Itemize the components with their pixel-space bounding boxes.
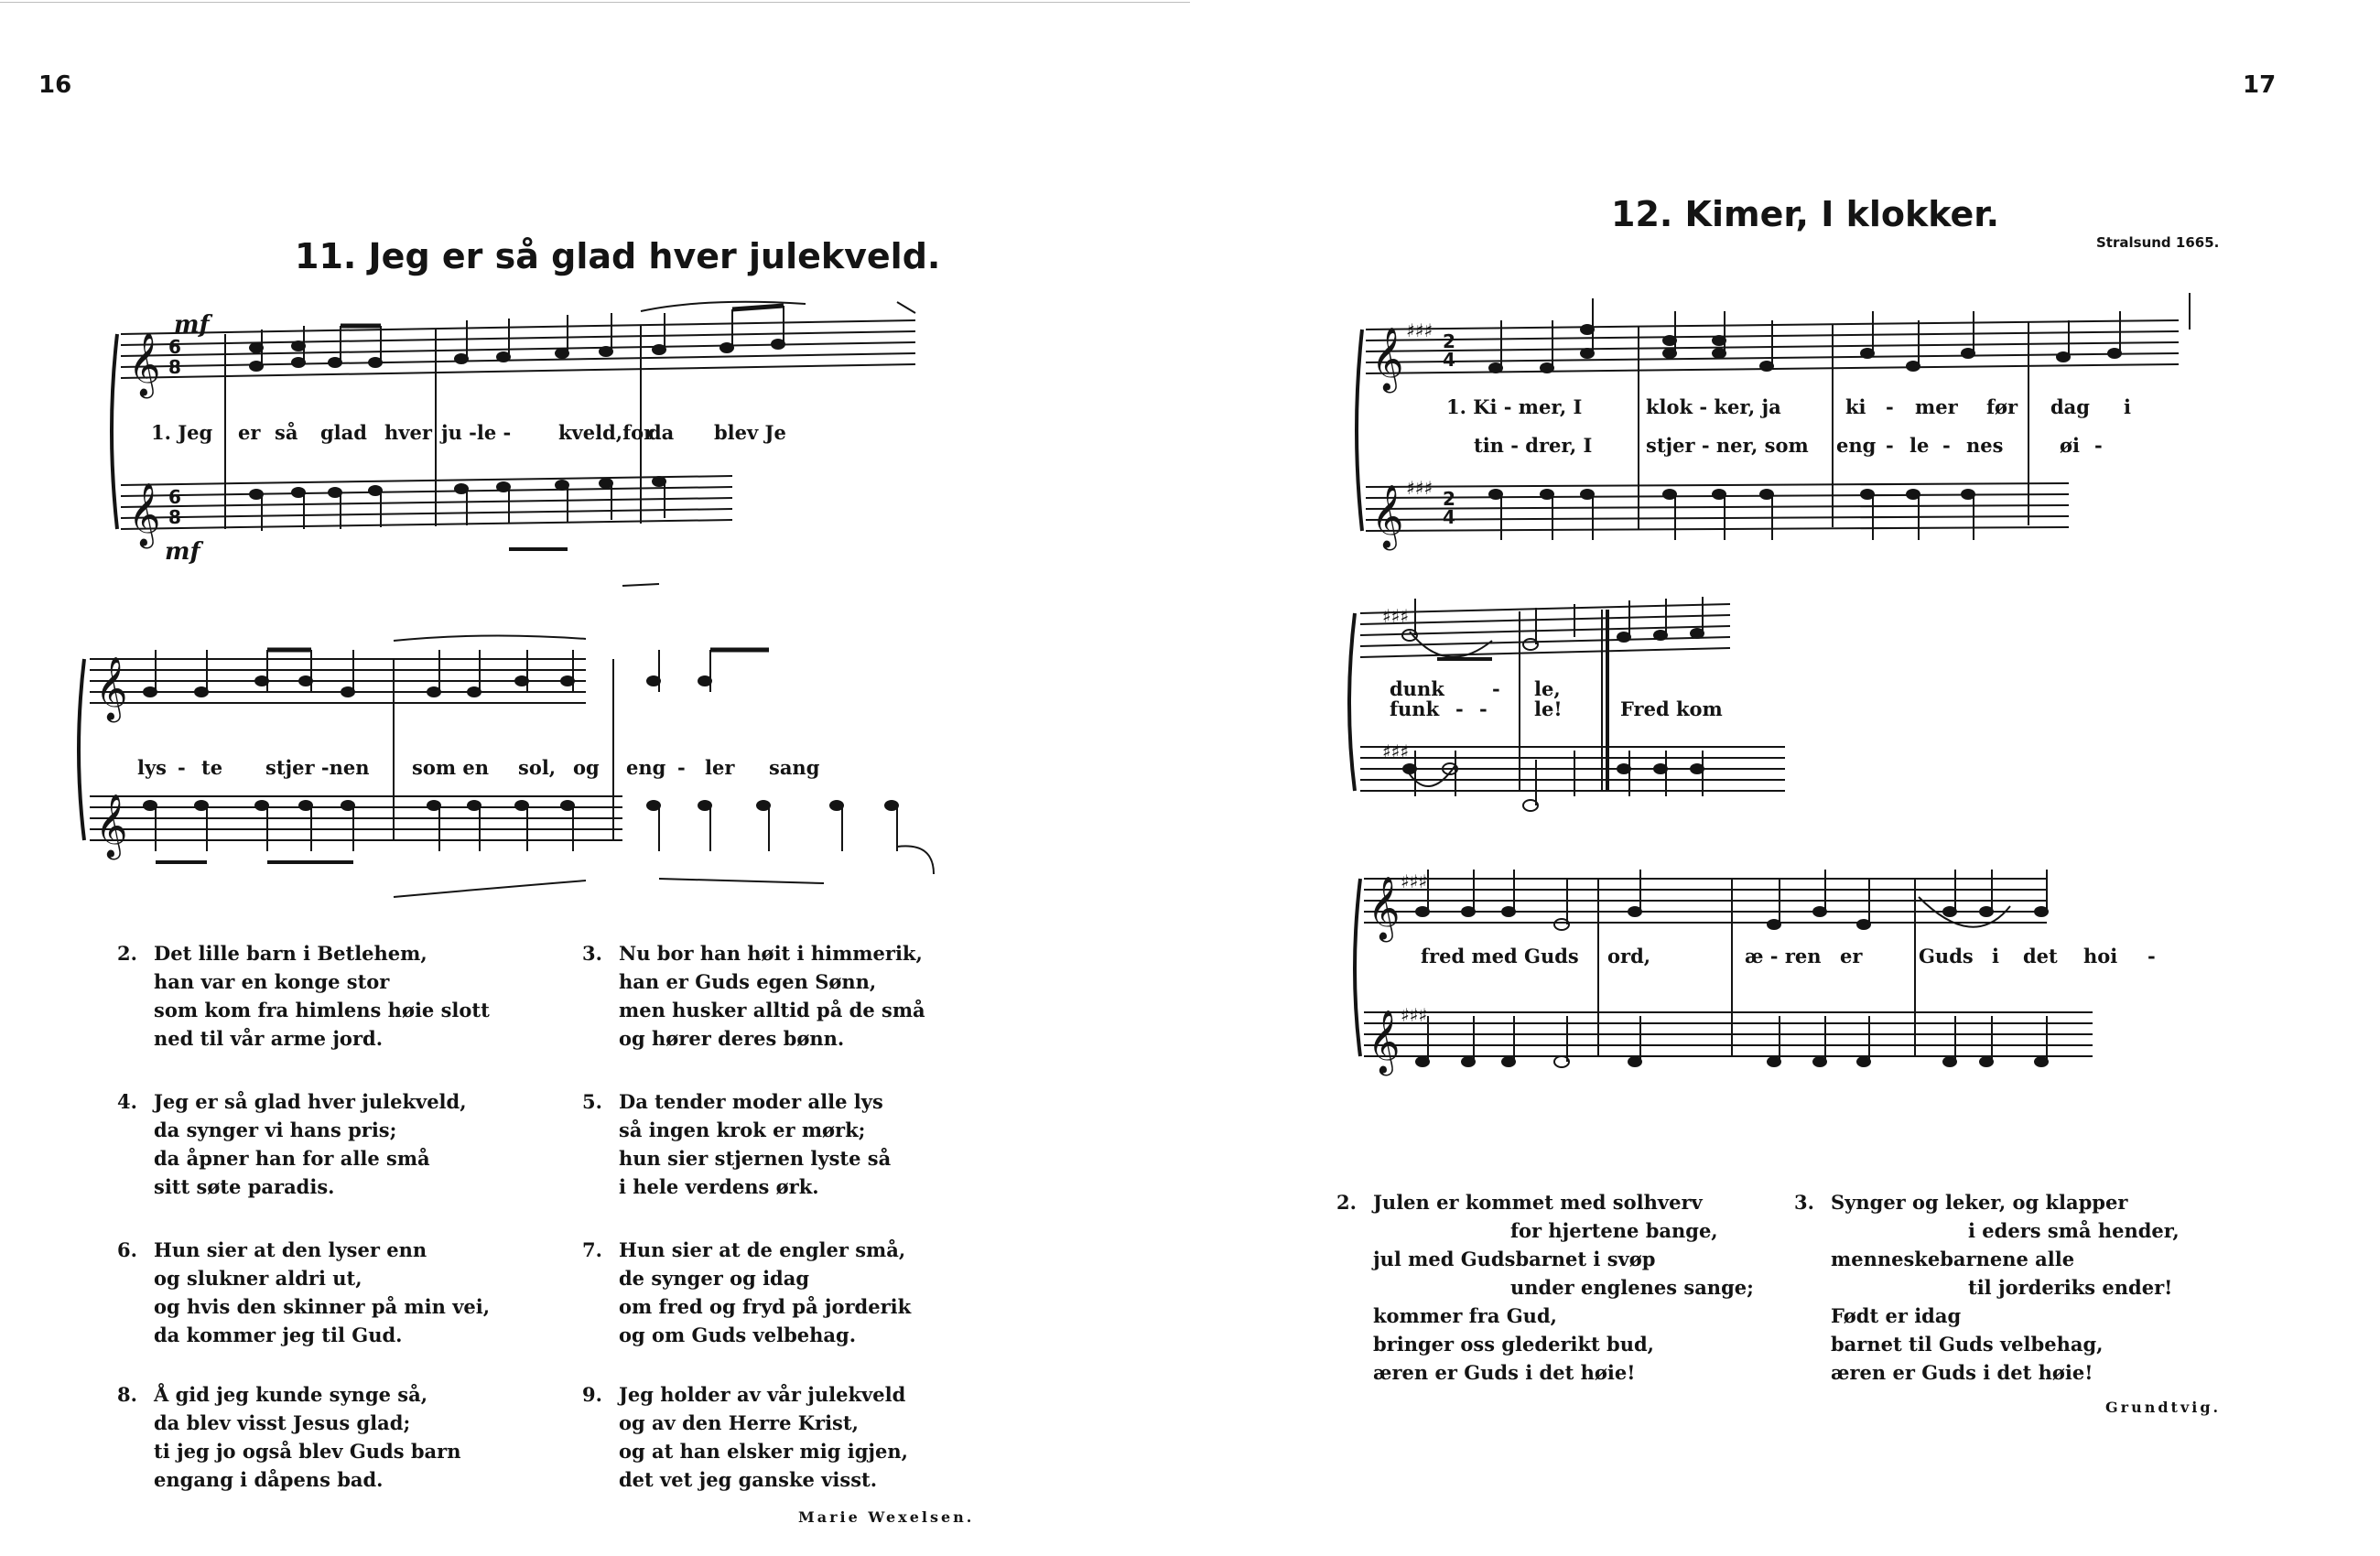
verse-11-3: 3. Nu bor han høit i himmerik, han er Guds egen Sønn, men husker alltid på de små og hører deres bønn. bbox=[582, 942, 925, 1050]
lyric-11-1-g: kveld,for bbox=[558, 421, 654, 444]
verse-11-2: 2. Det lille barn i Betlehem, han var en konge stor som kom fra himlens høie slott ned til vår arme jord. bbox=[117, 942, 490, 1050]
verse-11-4: 4. Jeg er så glad hver julekveld, da synger vi hans pris; da åpner han for alle små sitt søte paradis. bbox=[117, 1090, 467, 1198]
song-12-system-3 bbox=[1351, 851, 2230, 1108]
lyric-12-2a-c: le, bbox=[1534, 677, 1561, 700]
lyric-12-1a-a: 1. Ki - mer, I bbox=[1446, 395, 1583, 418]
lyric-11-1-h: da bbox=[648, 421, 675, 444]
svg-text:4: 4 bbox=[1443, 349, 1455, 371]
song-12-system-1 bbox=[1355, 293, 2234, 586]
svg-text:𝄞: 𝄞 bbox=[1371, 484, 1404, 548]
treble-clef-upper: 𝄞 bbox=[128, 332, 161, 396]
lyric-11-1-b: er bbox=[238, 421, 261, 444]
lyric-12-1a-b: klok - ker, ja bbox=[1646, 395, 1781, 418]
svg-text:6: 6 bbox=[168, 486, 181, 508]
author-grundtvig: Grundtvig. bbox=[2105, 1399, 2222, 1416]
author-marie-wexelsen: Marie Wexelsen. bbox=[798, 1508, 975, 1526]
svg-text:♯♯♯: ♯♯♯ bbox=[1401, 1004, 1428, 1026]
lyric-12-1a-f: før bbox=[1986, 395, 2018, 418]
lyric-12-2a-a: dunk bbox=[1390, 677, 1444, 700]
lyric-11-1-i: blev Je bbox=[714, 421, 786, 444]
song-11-score-1 bbox=[110, 293, 934, 595]
lyric-12-2a-b: - bbox=[1492, 677, 1500, 700]
lyric-12-3-a: fred med Guds bbox=[1421, 945, 1579, 967]
lyric-11-1-a: 1. Jeg bbox=[151, 421, 213, 444]
lyric-12-3-c: æ - ren bbox=[1745, 945, 1822, 967]
lyric-12-2b-a: funk bbox=[1390, 697, 1440, 720]
lyric-12-1b-b: stjer - ner, som bbox=[1646, 434, 1809, 457]
lyric-11-2-d: stjer -nen bbox=[265, 756, 370, 779]
lyric-12-3-g: det bbox=[2023, 945, 2058, 967]
song-11-system-1 bbox=[110, 293, 934, 595]
lyric-11-2-h: eng bbox=[626, 756, 666, 779]
svg-text:8: 8 bbox=[168, 506, 181, 528]
svg-text:6: 6 bbox=[168, 336, 181, 358]
svg-text:♯♯♯: ♯♯♯ bbox=[1406, 319, 1433, 341]
lyric-12-1a-e: mer bbox=[1915, 395, 1958, 418]
svg-text:𝄞: 𝄞 bbox=[1371, 327, 1404, 391]
verse-11-6: 6. Hun sier at den lyser enn og slukner aldri ut, og hvis den skinner på min vei, da kommer jeg til Gud. bbox=[117, 1238, 491, 1346]
page-number-right: 17 bbox=[2243, 71, 2277, 99]
lyric-12-1b-a: tin - drer, I bbox=[1474, 434, 1593, 457]
dynamic-mf-bottom: mf bbox=[165, 538, 200, 566]
song-11-system-2 bbox=[73, 622, 970, 915]
svg-text:♯♯♯: ♯♯♯ bbox=[1382, 740, 1410, 762]
lyric-12-1a-d: - bbox=[1886, 395, 1894, 418]
song-12-title: 12. Kimer, I klokker. bbox=[1611, 194, 2000, 234]
lyric-12-1b-d: - bbox=[1886, 434, 1894, 457]
verse-11-8: 8. Å gid jeg kunde synge så, da blev visst Jesus glad; ti jeg jo også blev Guds barn engang i dåpens bad. bbox=[117, 1383, 461, 1491]
lyric-12-3-e: Guds bbox=[1919, 945, 1974, 967]
lyric-11-1-e: hver bbox=[384, 421, 432, 444]
lyric-11-2-k: sang bbox=[769, 756, 820, 779]
lyric-12-1b-g: nes bbox=[1966, 434, 2004, 457]
lyric-12-2a-d: Fred kom bbox=[1620, 697, 1723, 720]
svg-text:2: 2 bbox=[1443, 488, 1455, 510]
lyric-12-3-d: er bbox=[1840, 945, 1863, 967]
lyric-11-1-d: glad bbox=[320, 421, 367, 444]
lyric-12-2b-d: le! bbox=[1534, 697, 1563, 720]
svg-text:4: 4 bbox=[1443, 506, 1455, 528]
svg-text:𝄞: 𝄞 bbox=[95, 656, 128, 720]
verse-11-9: 9. Jeg holder av vår julekveld og av den Herre Krist, og at han elsker mig igjen, det vet jeg ganske visst. bbox=[582, 1383, 908, 1491]
svg-text:♯♯♯: ♯♯♯ bbox=[1406, 477, 1433, 499]
lyric-11-2-a: lys bbox=[137, 756, 168, 779]
svg-text:8: 8 bbox=[168, 356, 181, 378]
song-12-system-2 bbox=[1346, 586, 1858, 842]
verse-11-5: 5. Da tender moder alle lys så ingen krok er mørk; hun sier stjernen lyste så i hele verdens ørk. bbox=[582, 1090, 892, 1198]
lyric-12-3-i: - bbox=[2147, 945, 2156, 967]
svg-text:𝄞: 𝄞 bbox=[95, 794, 128, 858]
treble-clef-lower: 𝄞 bbox=[128, 482, 161, 546]
right-page bbox=[1190, 0, 2380, 1556]
lyric-12-1b-h: øi bbox=[2060, 434, 2080, 457]
lyric-11-2-e: som en bbox=[412, 756, 489, 779]
lyric-12-1b-c: eng bbox=[1836, 434, 1877, 457]
verse-12-2: 2. Julen er kommet med solhverv for hjertene bange, jul med Gudsbarnet i svøp under englenes sange; kommer fra Gud, bringer oss glederikt bud, æren er Guds i det høie! bbox=[1336, 1191, 1754, 1384]
lyric-12-3-h: hoi bbox=[2083, 945, 2118, 967]
lyric-12-1a-g: dag bbox=[2050, 395, 2090, 418]
scan-edge-line bbox=[0, 2, 1190, 3]
song-12-source: Stralsund 1665. bbox=[2096, 234, 2220, 251]
verse-12-3: 3. Synger og leker, og klapper i eders små hender, menneskebarnene alle til jorderiks ender! Født er idag barnet til Guds velbehag, æren er Guds i det høie! bbox=[1794, 1191, 2180, 1384]
lyric-11-2-c: te bbox=[201, 756, 223, 779]
lyric-11-1-f: ju -le - bbox=[441, 421, 512, 444]
lyric-11-2-f: sol, bbox=[518, 756, 557, 779]
lyric-11-2-j: ler bbox=[705, 756, 735, 779]
lyric-12-1b-e: le bbox=[1909, 434, 1930, 457]
lyric-12-3-b: ord, bbox=[1607, 945, 1651, 967]
lyric-12-1b-i: - bbox=[2094, 434, 2103, 457]
lyric-11-2-b: - bbox=[178, 756, 186, 779]
song-12-score-3 bbox=[1351, 851, 2230, 1108]
svg-text:𝄞: 𝄞 bbox=[1368, 876, 1401, 940]
lyric-12-2b-c: - bbox=[1479, 697, 1488, 720]
dynamic-mf-top: mf bbox=[174, 311, 210, 339]
song-11-title: 11. Jeg er så glad hver julekveld. bbox=[295, 236, 941, 276]
verse-11-7: 7. Hun sier at de engler små, de synger og idag om fred og fryd på jorderik og om Guds velbehag. bbox=[582, 1238, 912, 1346]
lyric-11-2-g: og bbox=[573, 756, 600, 779]
lyric-12-1a-h: i bbox=[2124, 395, 2131, 418]
lyric-12-2b-b: - bbox=[1455, 697, 1464, 720]
svg-text:2: 2 bbox=[1443, 330, 1455, 352]
svg-text:𝄞: 𝄞 bbox=[1368, 1010, 1401, 1074]
lyric-12-1a-c: ki bbox=[1845, 395, 1866, 418]
lyric-12-1b-f: - bbox=[1942, 434, 1951, 457]
svg-text:♯♯♯: ♯♯♯ bbox=[1382, 605, 1410, 627]
lyric-11-1-c: så bbox=[275, 421, 298, 444]
svg-text:♯♯♯: ♯♯♯ bbox=[1401, 870, 1428, 892]
page-number-left: 16 bbox=[38, 71, 72, 99]
lyric-11-2-i: - bbox=[677, 756, 686, 779]
lyric-12-3-f: i bbox=[1992, 945, 1999, 967]
